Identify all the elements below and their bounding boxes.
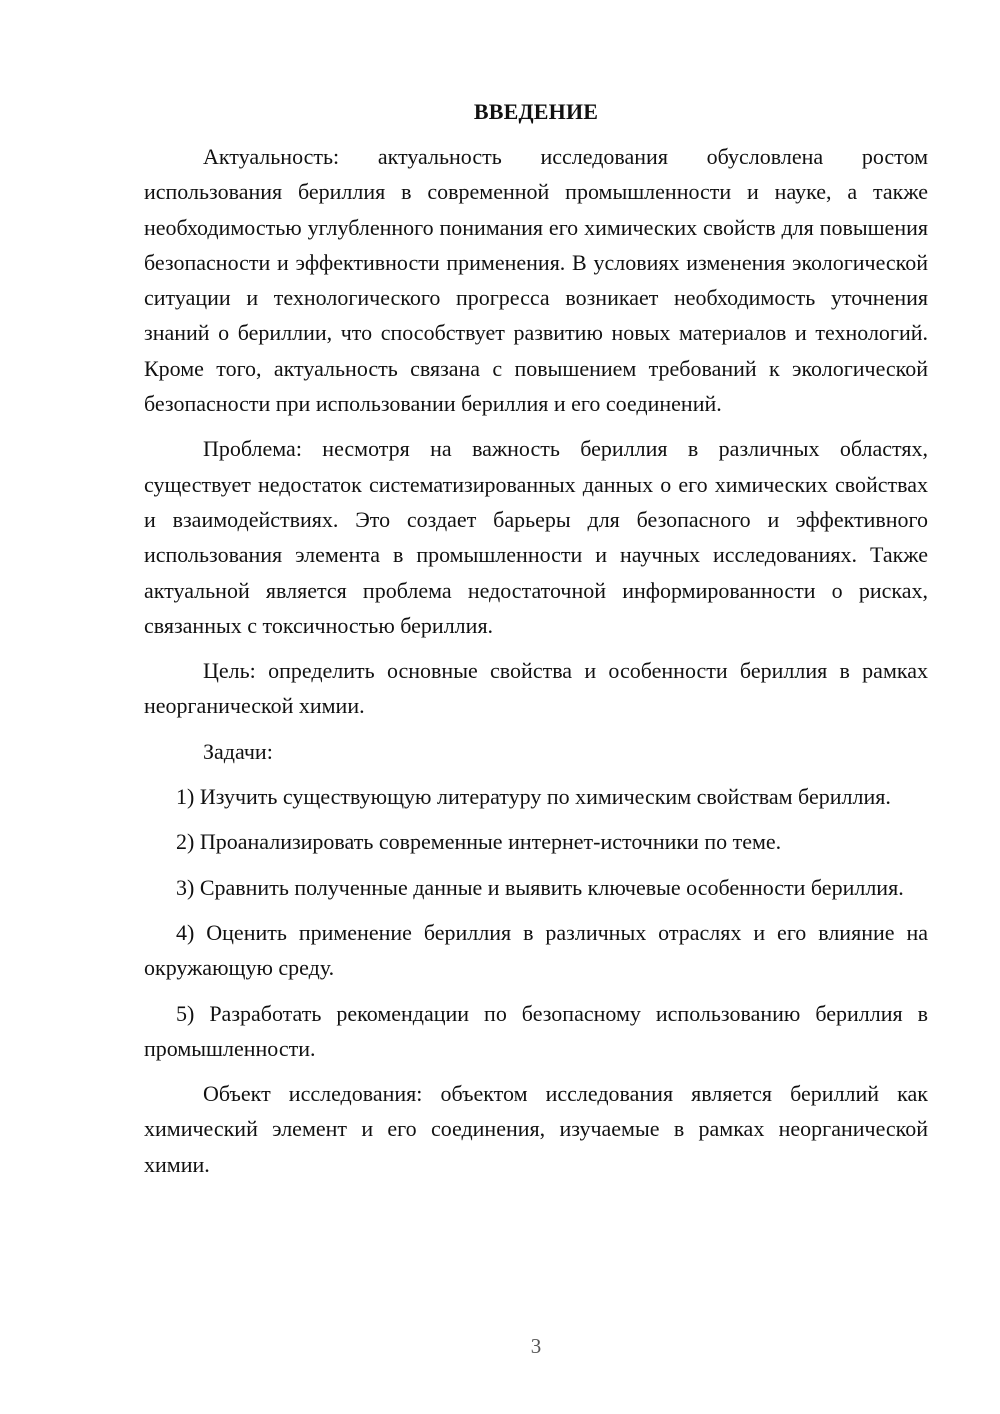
- page-content: [144, 94, 928, 1182]
- relevance-paragraph: Актуальность: актуальность исследования обусловлена ростом использования бериллия в современной промышленности и науке, а также необходимостью углубленного понимания его химических свойств для повышения безопасности и эффективности применения. В условиях изменения экологической ситуации и технологического прогресса возникает необходимость уточнения знаний о бериллии, что способствует развитию новых материалов и технологий. Кроме того, актуальность связана с повышением требований к экологической безопасности при использовании бериллия и его соединений.: [144, 144, 928, 417]
- section-heading: ВВЕДЕНИЕ: [473, 99, 599, 124]
- list-item: 4) Оценить применение бериллия в различных отраслях и его влияние на окружающую среду.: [144, 919, 928, 981]
- list-item: 1) Изучить существующую литературу по химическим свойствам бериллия.: [176, 784, 891, 810]
- tasks-label: Задачи:: [203, 738, 273, 764]
- object-paragraph: Объект исследования: объектом исследования является бериллий как химический элемент и его соединения, изучаемые в рамках неорганической химии.: [144, 1081, 928, 1177]
- list-item: 2) Проанализировать современные интернет-источники по теме.: [176, 829, 782, 855]
- list-item: 3) Сравнить полученные данные и выявить ключевые особенности бериллия.: [176, 874, 904, 900]
- goal-paragraph: Цель: определить основные свойства и особенности бериллия в рамках неорганической химии.: [144, 658, 928, 719]
- problem-paragraph: Проблема: несмотря на важность бериллия в различных областях, существует недостаток систематизированных данных о его химических свойствах и взаимодействиях. Это создает барьеры для безопасного и эффективного использования элемента в промышленности и научных исследованиях. Также актуальной является проблема недостаточной информированности о рисках, связанных с токсичностью бериллия.: [144, 436, 928, 638]
- list-item: 5) Разработать рекомендации по безопасному использованию бериллия в промышленности.: [144, 1000, 928, 1061]
- page-number: 3: [530, 1334, 542, 1358]
- tasks-list: [144, 779, 928, 1066]
